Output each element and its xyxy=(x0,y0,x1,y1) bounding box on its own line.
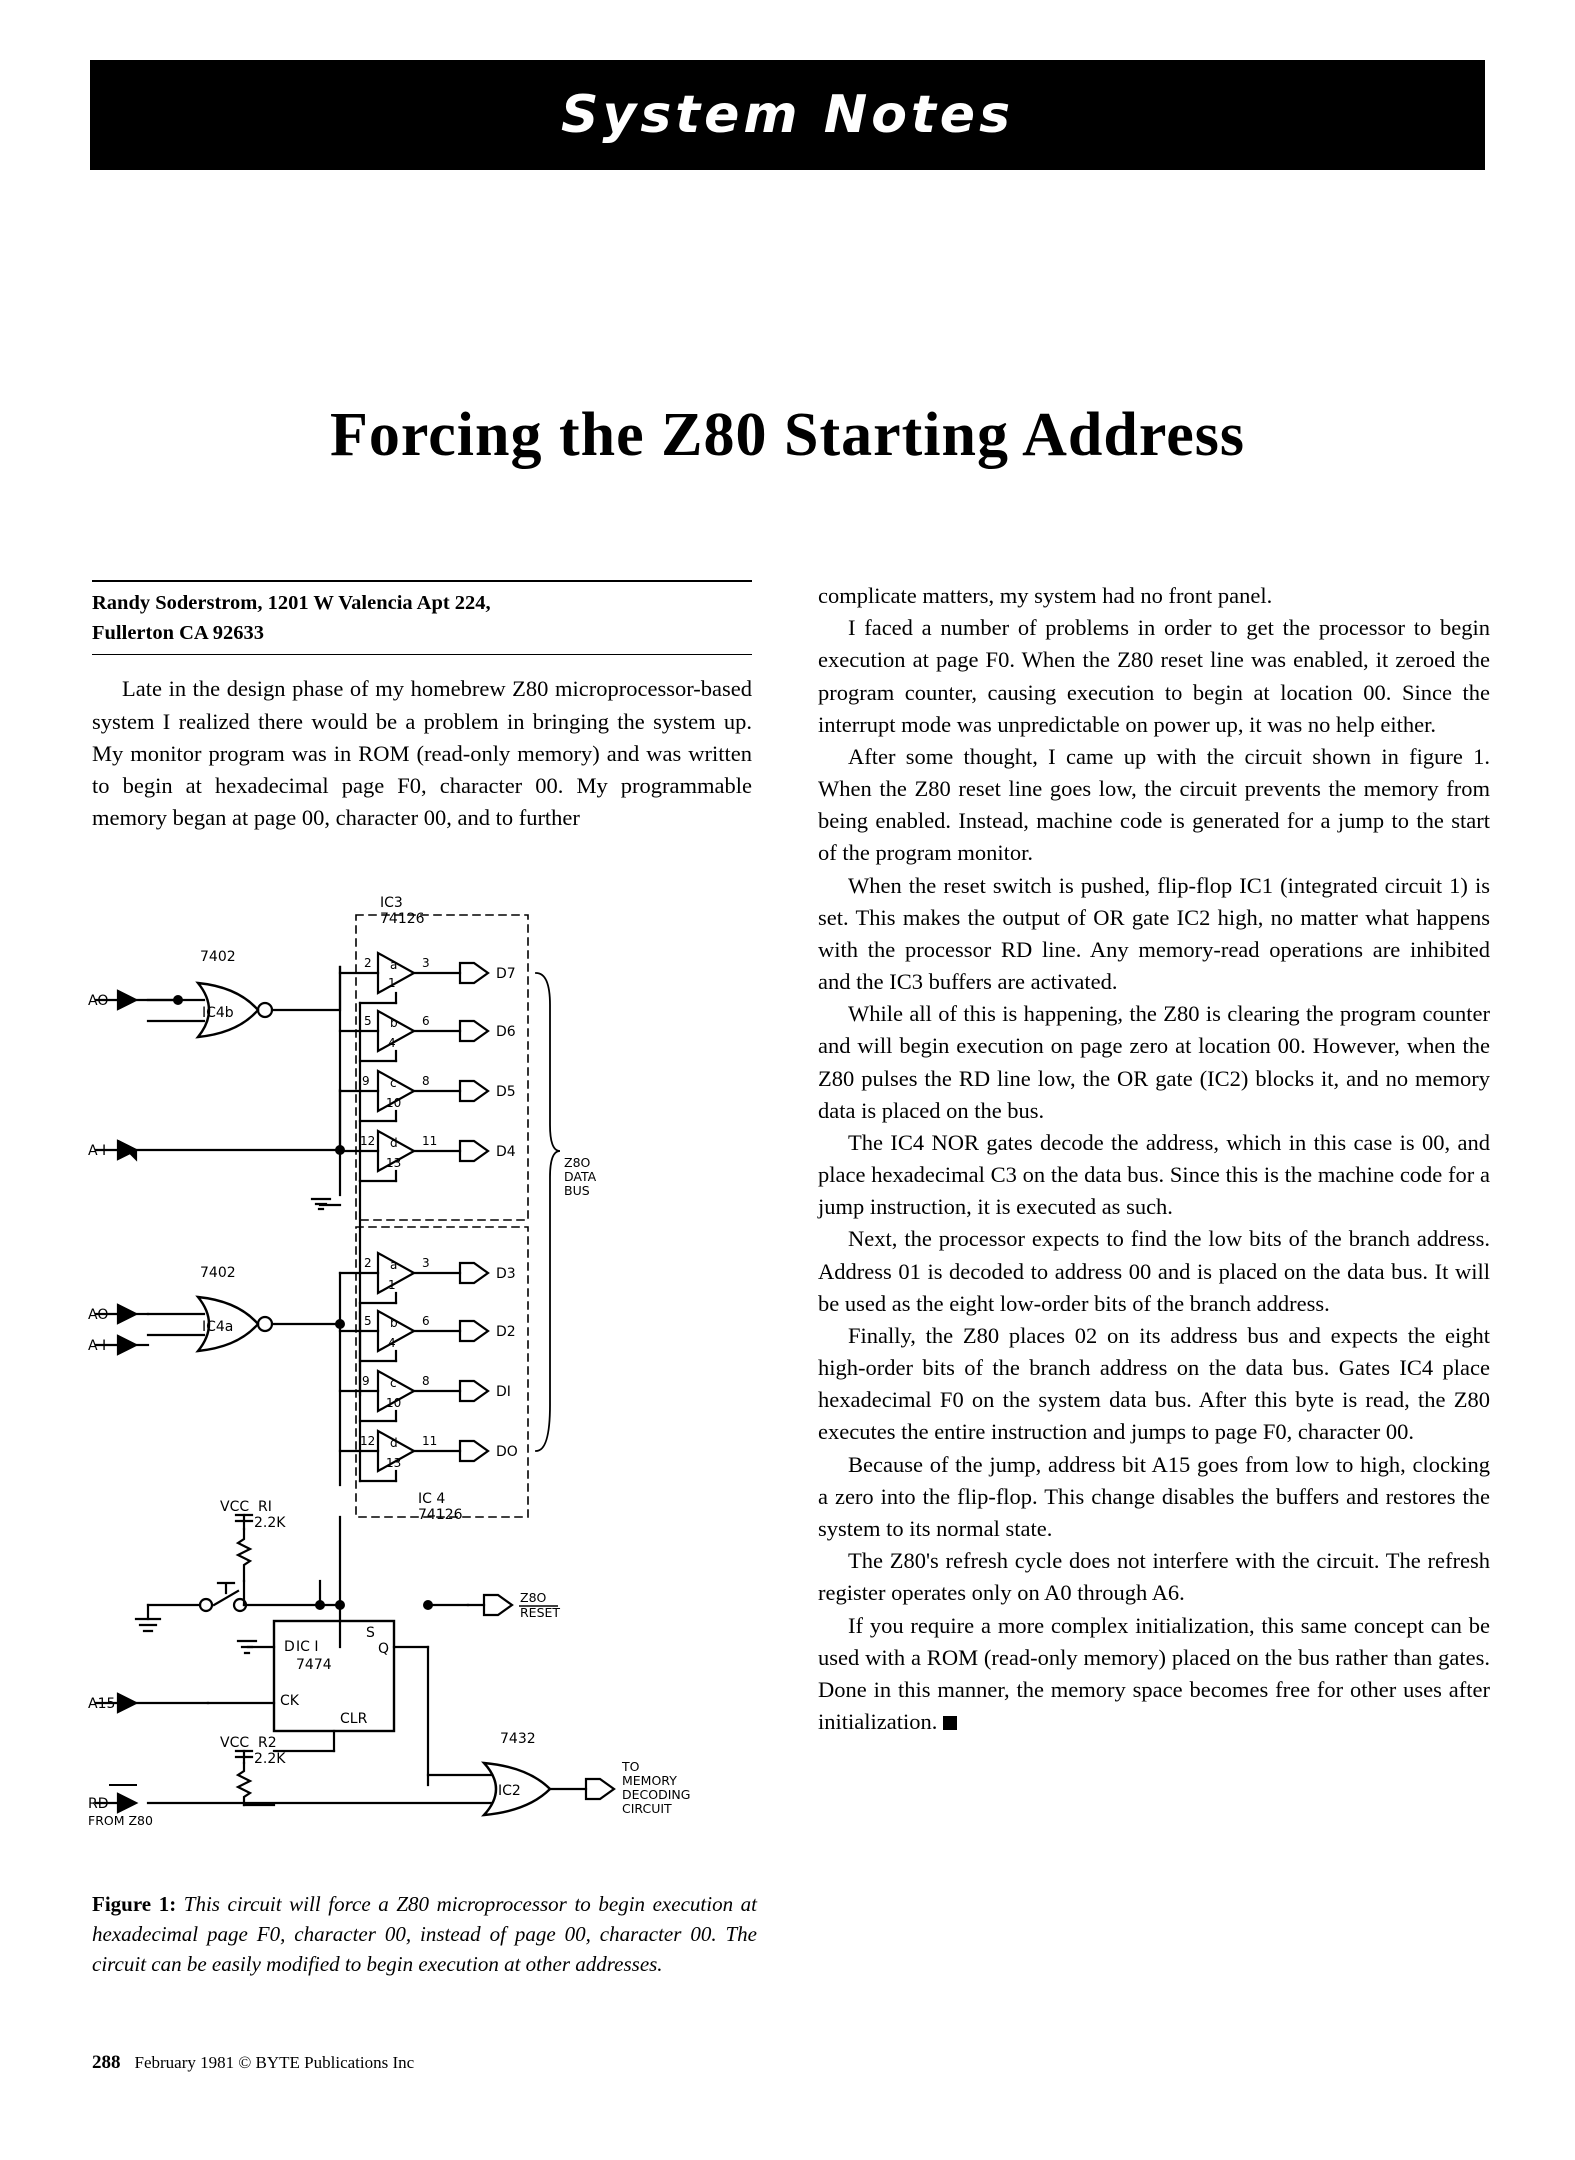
ic4-name-text: IC 4 xyxy=(418,1491,446,1507)
end-mark xyxy=(943,1716,957,1730)
figure-caption-label: Figure 1: xyxy=(92,1892,177,1916)
footer-text: February 1981 © BYTE Publications Inc xyxy=(134,2053,415,2072)
left-column xyxy=(92,580,752,834)
pin-b-en-2: 4 xyxy=(388,1336,396,1350)
input-rd: RD xyxy=(88,1796,109,1812)
ic3-gate-d: d xyxy=(390,1136,398,1150)
figure-1-schematic xyxy=(88,895,768,1855)
pin-d-out-1: 11 xyxy=(422,1134,438,1148)
r2-value: 2.2K xyxy=(254,1751,286,1767)
right-paragraph-7: Next, the processor expects to find the low bits of the branch address. Address 01 is decoded to address 00 and is placed on the data bus. It will be used as the eight low-order bits of the branch address. xyxy=(818,1226,1490,1316)
byline-rule-top xyxy=(92,580,752,582)
left-paragraph-1: Late in the design phase of my homebrew Z80 microprocessor-based system I realized there would be a problem in bringing the system up. My monitor program was in ROM (read-only memory) and was written to begin at hexadecimal page F0, character 00. My programmable memory began at page 00, character 00, and to further xyxy=(92,676,752,831)
output-d7: D7 xyxy=(496,966,516,982)
ff-d: D xyxy=(284,1639,295,1655)
right-paragraph-3: After some thought, I came up with the circuit shown in figure 1. When the Z80 reset line goes low, the circuit prevents the memory from being enabled. Instead, machine code is generated for a jump to the start of the program monitor. xyxy=(818,743,1490,866)
masthead-banner xyxy=(90,60,1485,170)
input-a15: A15 xyxy=(88,1696,116,1712)
pin-b-in-2: 5 xyxy=(364,1314,372,1328)
nor-bot-ref: IC4a xyxy=(202,1319,234,1335)
right-paragraph-1: complicate matters, my system had no front panel. xyxy=(818,583,1273,608)
bus-label-1: Z8O xyxy=(564,1155,591,1170)
figure-caption xyxy=(92,1890,757,1979)
right-paragraph-2: I faced a number of problems in order to get the processor to begin execution at page F0. When the Z80 reset line was enabled, it zeroed the program counter, causing execution to begin at location 00. Since the interrupt mode was unpredictable on power up, it was no help either. xyxy=(818,615,1490,737)
input-rd-source: FROM Z80 xyxy=(88,1813,153,1828)
input-a0-bottom: AO xyxy=(88,1307,109,1323)
ff-q: Q xyxy=(378,1641,390,1657)
pin-a-in-1: 2 xyxy=(364,956,372,970)
memory-label-4: CIRCUIT xyxy=(622,1801,672,1816)
ic3-gate-b: b xyxy=(390,1016,398,1030)
r1-value: 2.2K xyxy=(254,1515,286,1531)
ic4-gate-a: a xyxy=(390,1258,398,1272)
pin-b-en-1: 4 xyxy=(388,1036,396,1050)
right-paragraph-8: Finally, the Z80 places 02 on its address bus and expects the eight high-order bits of the branch address on the data bus. Gates IC4 place hexadecimal F0 on the system data bus. After this byte is read, the Z80 executes the entire instruction and jumps to page F0, character 00. xyxy=(818,1322,1490,1445)
nor-top-ref: IC4b xyxy=(202,1005,234,1021)
pin-a-in-2: 2 xyxy=(364,1256,372,1270)
ff-clr: CLR xyxy=(340,1711,368,1727)
byline-rule-bottom xyxy=(92,654,752,655)
ff-ck: CK xyxy=(280,1693,299,1709)
ic3-gate-a: a xyxy=(390,958,398,972)
output-d3: D3 xyxy=(496,1266,516,1282)
pin-d-out-2: 11 xyxy=(422,1434,438,1448)
article-title: Forcing the Z80 Starting Address xyxy=(330,401,1245,469)
ic3-name-text: IC3 xyxy=(380,895,403,911)
figure-caption-text: This circuit will force a Z80 microprocessor to begin execution at hexadecimal page F0, character 00, instead of page 00, character 00. The circuit can be easily modified to begin execution at other addresses. xyxy=(92,1892,757,1976)
ic3-gate-c: c xyxy=(390,1076,397,1090)
or-part: 7432 xyxy=(500,1731,536,1747)
pin-c-en-1: 10 xyxy=(386,1096,402,1110)
reset-label-1: Z8O xyxy=(520,1590,547,1605)
ic4-part-text: 74126 xyxy=(418,1507,463,1523)
pin-a-out-2: 3 xyxy=(422,1256,430,1270)
ff-ref: IC I xyxy=(296,1639,319,1655)
pin-a-en-1: 1 xyxy=(388,976,396,990)
output-d2: D2 xyxy=(496,1324,516,1340)
input-a1-bottom: A I xyxy=(88,1338,107,1354)
memory-label-3: DECODING xyxy=(622,1787,691,1802)
circuit-schematic-svg xyxy=(88,895,768,1855)
nor-bot-part: 7402 xyxy=(200,1265,236,1281)
output-d5: D5 xyxy=(496,1084,516,1100)
ic4-gate-b: b xyxy=(390,1316,398,1330)
vcc-1: VCC xyxy=(220,1499,250,1515)
page-footer xyxy=(92,2052,414,2074)
pin-c-out-1: 8 xyxy=(422,1074,430,1088)
r2-ref: R2 xyxy=(258,1735,277,1751)
pin-d-in-1: 12 xyxy=(360,1134,376,1148)
bus-label-2: DATA xyxy=(564,1169,597,1184)
right-paragraph-5: While all of this is happening, the Z80 is clearing the program counter and will begin execution on page zero at location 00. However, when the Z80 pulses the RD line low, the OR gate (IC2) blocks it, and no memory data is placed on the bus. xyxy=(818,1001,1490,1123)
byline-line-1: Randy Soderstrom, 1201 W Valencia Apt 224, xyxy=(92,592,491,614)
right-column xyxy=(818,580,1490,1738)
byline-line-2: Fullerton CA 92633 xyxy=(92,621,264,644)
right-paragraph-4: When the reset switch is pushed, flip-flop IC1 (integrated circuit 1) is set. This makes the output of OR gate IC2 high, no matter what happens with the processor RD line. Any memory-read operations are inhibited and the IC3 buffers are activated. xyxy=(818,872,1490,995)
output-d1: DI xyxy=(496,1384,511,1400)
pin-c-en-2: 10 xyxy=(386,1396,402,1410)
pin-d-in-2: 12 xyxy=(360,1434,376,1448)
pin-d-en-1: 13 xyxy=(386,1156,402,1170)
right-paragraph-10: The Z80's refresh cycle does not interfere with the circuit. The refresh register operates only on A0 through A6. xyxy=(818,1548,1490,1606)
page-number: 288 xyxy=(92,2052,121,2073)
reset-label-2: RESET xyxy=(520,1605,561,1620)
output-d6: D6 xyxy=(496,1024,516,1040)
pin-a-en-2: 1 xyxy=(388,1278,396,1292)
input-a0-top: AO xyxy=(88,993,109,1009)
ic3-part-text: 74126 xyxy=(380,911,425,927)
pin-a-out-1: 3 xyxy=(422,956,430,970)
right-paragraph-11-text: If you require a more complex initialization, this same concept can be used with a ROM (read-only memory) placed on the bus rather than gates. Done in this manner, the memory space becomes free for other uses after initialization. xyxy=(818,1612,1490,1735)
ff-part: 7474 xyxy=(296,1657,332,1673)
pin-c-in-1: 9 xyxy=(362,1074,370,1088)
nor-top-part: 7402 xyxy=(200,949,236,965)
pin-b-out-1: 6 xyxy=(422,1014,430,1028)
pin-c-out-2: 8 xyxy=(422,1374,430,1388)
right-paragraph-6: The IC4 NOR gates decode the address, which in this case is 00, and place hexadecimal C3 on the data bus. Since this is the machine code for a jump instruction, it is executed as such. xyxy=(818,1129,1490,1220)
r1-ref: RI xyxy=(258,1499,272,1515)
byline xyxy=(92,589,752,654)
right-paragraph-9: Because of the jump, address bit A15 goes from low to high, clocking a zero into the flip-flop. This change disables the buffers and restores the system to its normal state. xyxy=(818,1451,1490,1541)
masthead-title: System Notes xyxy=(560,85,1015,145)
pin-b-in-1: 5 xyxy=(364,1014,372,1028)
ic4-gate-d: d xyxy=(390,1436,398,1450)
memory-label-1: TO xyxy=(622,1759,640,1774)
ff-s: S xyxy=(366,1625,375,1641)
vcc-2: VCC xyxy=(220,1735,250,1751)
memory-label-2: MEMORY xyxy=(622,1773,677,1788)
ic4-gate-c: c xyxy=(390,1376,397,1390)
or-ref: IC2 xyxy=(498,1783,521,1799)
output-d4: D4 xyxy=(496,1144,516,1160)
input-a1-top: A I xyxy=(88,1143,107,1159)
pin-b-out-2: 6 xyxy=(422,1314,430,1328)
output-d0: DO xyxy=(496,1444,518,1460)
bus-label-3: BUS xyxy=(564,1183,590,1198)
right-paragraph-11 xyxy=(818,1610,1490,1739)
pin-d-en-2: 13 xyxy=(386,1456,402,1470)
pin-c-in-2: 9 xyxy=(362,1374,370,1388)
